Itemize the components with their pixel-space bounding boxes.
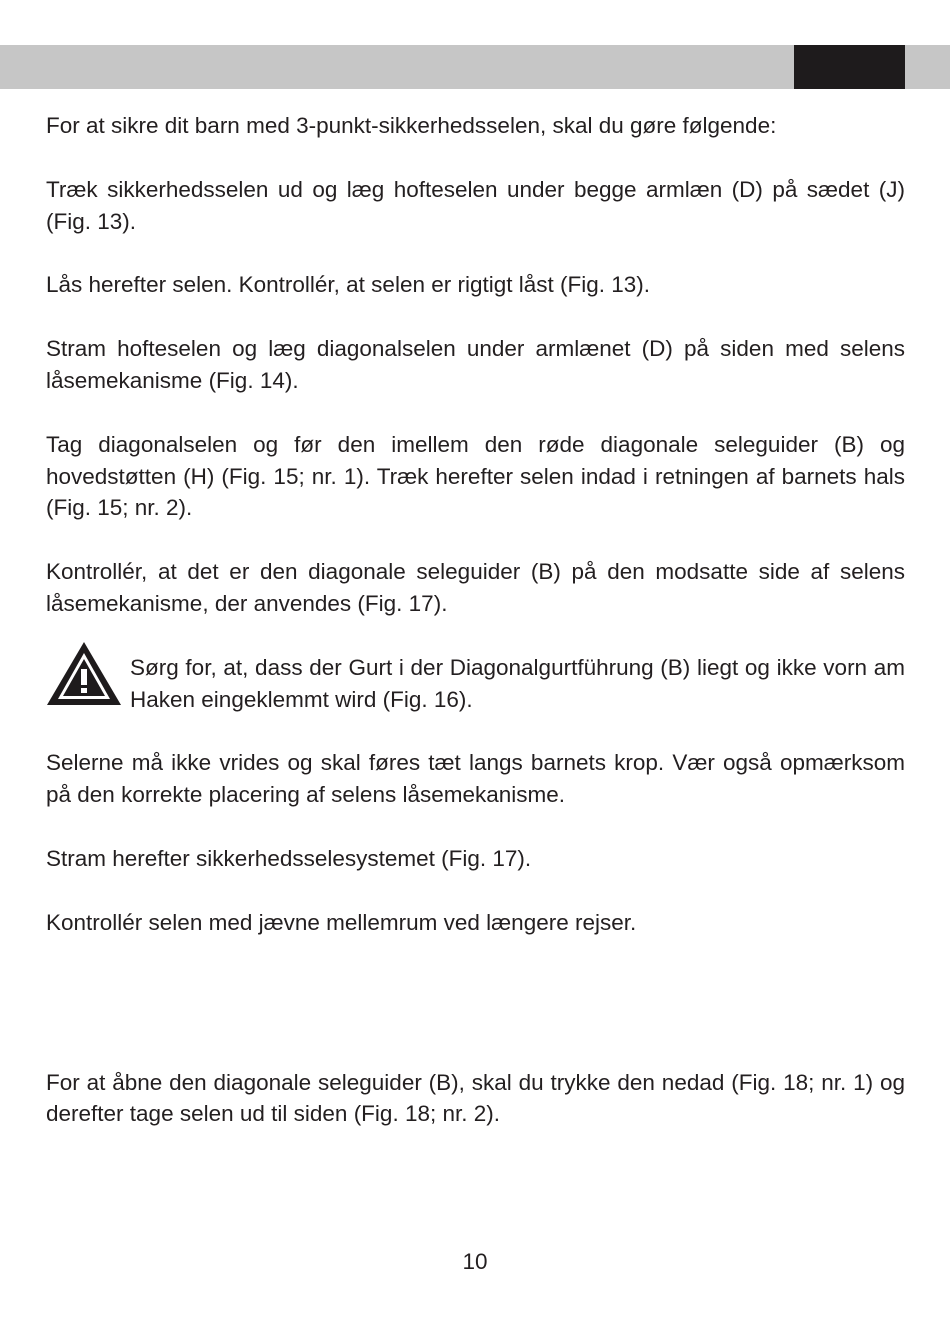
paragraph-pull-belt: Træk sikkerhedsselen ud og læg hofteselen under begge armlæn (D) på sædet (J) (Fig. 13). [46, 176, 905, 234]
paragraph-open-guide: For at åbne den diagonale seleguider (B), skal du trykke den nedad (Fig. 18; nr. 1) og derefter tage selen ud til siden (Fig. 18; nr. 2). [46, 1069, 905, 1127]
paragraph-lock-belt: Lås herefter selen. Kontrollér, at selen er rigtigt låst (Fig. 13). [46, 272, 651, 298]
header-block [794, 45, 905, 89]
paragraph-no-twist: Selerne må ikke vrides og skal føres tæt langs barnets krop. Vær også opmærksom på den korrekte placering af selens låsemekanisme. [46, 750, 905, 808]
paragraph-check-guide: Kontrollér, at det er den diagonale seleguider (B) på den modsatte side af selens låsemekanisme, der anvendes (Fig. 17). [46, 559, 905, 616]
warning-note [46, 652, 905, 716]
warning-text: Sørg for, at, dass der Gurt i der Diagonalgurtführung (B) liegt og ikke vorn am Haken eingeklemmt wird (Fig. 16). [130, 654, 905, 712]
page-number: 10 [462, 1249, 488, 1274]
paragraph-check-regularly: Kontrollér selen med jævne mellemrum ved længere rejser. [46, 909, 637, 935]
intro-paragraph: For at sikre dit barn med 3-punkt-sikkerhedsselen, skal du gøre følgende: [46, 113, 777, 138]
paragraph-tighten-system: Stram herefter sikkerhedsselesystemet (Fig. 17). [46, 845, 532, 871]
paragraph-tighten-lap-belt: Stram hofteselen og læg diagonalselen under armlænet (D) på siden med selens låsemekanisme (Fig. 14). [46, 336, 905, 393]
warning-triangle-icon [46, 641, 122, 707]
paragraph-diagonal-belt: Tag diagonalselen og før den imellem den røde diagonale seleguider (B) og hovedstøtten (H) (Fig. 15; nr. 1). Træk herefter selen indad i retningen af barnets hals (Fig. 15; nr. 2). [46, 431, 905, 521]
page-content [46, 110, 905, 1130]
